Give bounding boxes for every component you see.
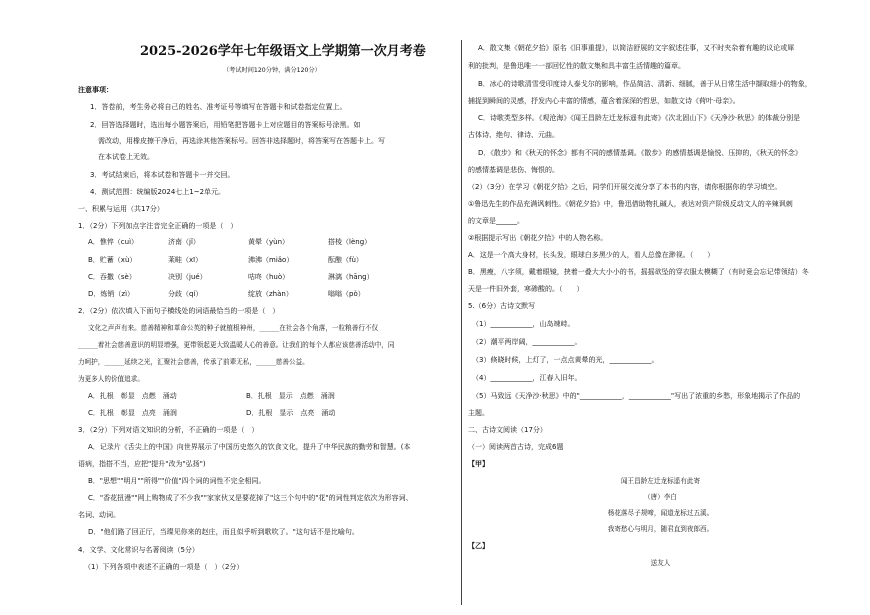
option: B．贮蓄（xù） [88, 256, 137, 264]
column-divider [461, 40, 462, 605]
question-item: 天是一件旧外套，寒碜酸的。（ ） [468, 285, 584, 293]
poem-title: 送友人 [650, 559, 671, 567]
option: A．记录片《舌尖上的中国》向世界展示了中国历史悠久的饮食文化，提升了中华民族的勤劳和智慧。(本 [88, 443, 411, 451]
poem-line: 杨花落尽子规啼，闻道龙标过五溪。 [607, 509, 714, 517]
right-column [468, 0, 853, 615]
passage-line: 为更多人的价值追求。 [78, 375, 144, 383]
poem-line: 我寄愁心与明月，随君直到夜郎西。 [607, 525, 714, 533]
fill-blank: （5）马致远《天净沙·秋思》中的"____________，____________"写出了浓重的乡愁，形象地揭示了作品的 [472, 392, 801, 400]
option: 黄晕（yùn） [248, 238, 290, 246]
option: 语病，指搭不当，应把"提升"改为"弘扬") [78, 460, 206, 468]
note-line: 2．回答选择题时，选出每小题答案后，用铅笔把答题卡上对应题目的答案标号涂黑。如 [90, 121, 361, 129]
passage-line: ______着社会慈善意识的明显增强，更带领起更大致温暖人心的善意。让我们的每个人都应该慈善活动中，同 [78, 341, 395, 349]
option: 嗡嗡（pò） [328, 290, 365, 298]
poem-author: （唐）李白 [644, 493, 677, 501]
option: D．扎根 显示 点亮 涌动 [246, 409, 336, 417]
left-column [78, 0, 455, 615]
question-stem: 3．（2分）下列对语文知识的分析，不正确的一项是（ ） [78, 426, 259, 434]
option: 酝酿（fù） [328, 256, 363, 264]
poem-label: 【乙】 [468, 542, 489, 550]
option: 淋漓（hāng） [328, 273, 374, 281]
option: B．扎根 显示 点燃 涌润 [246, 392, 335, 400]
page-title: 2025-2026学年七年级语文上学期第一次月考卷 [140, 44, 426, 59]
option: C．"香花扭漫""网上购物成了不少我""家家伙又是要花掉了"这三个句中的"花"的词性判定依次为形容词、 [88, 494, 413, 502]
question-item: A．这是一个高大身材，长头发，眼球白多黑少的人，看人总像在渺视。（ ） [468, 251, 715, 259]
option: 古体诗、绝句、律诗、元曲。 [468, 131, 559, 139]
option: D．"他们路了回正厅，当璨见你来的赵庄，而且似乎听到歌吹了。"这句话不是比喻句。 [88, 528, 359, 536]
option: 沸沸（miǎo） [248, 256, 294, 264]
reading-intro: （一）阅读两首古诗，完成6题 [468, 443, 564, 451]
option: D．炼销（zì） [88, 290, 135, 298]
passage-line: 力呵护，______延续之光，汇聚社会慈善，传承了前辈无私，______慈善公益。 [78, 358, 309, 366]
question-item: B．黑瘦，八字须，戴着眼镜，挟着一叠大大小小的书，摇摇欲坠的穿衣服太模糊了（有时竟会忘记带领结）冬 [468, 268, 809, 276]
question-item: 的文章是______。 [468, 217, 524, 225]
option: A．扎根 彰显 点燃 涌动 [88, 392, 177, 400]
question-sub: （1）下列各项中表述不正确的一项是（ ）（2分） [84, 563, 244, 571]
option: 的感情基调是悲伤、悔恨的。 [468, 166, 559, 174]
option: 咕咚（huò） [248, 273, 290, 281]
note-line: 在本试卷上无效。 [98, 153, 154, 161]
note-line: 1．答卷前，考生务必将自己的姓名、准考证号等填写在答题卡和试卷指定位置上。 [90, 103, 347, 111]
exam-info: （考试时间120分钟，满分120分） [223, 67, 321, 74]
poem-label: 【甲】 [468, 460, 489, 468]
option: C．诗歌类型多样。《观沧海》《闻王昌龄左迁龙标遥有此寄》《次北固山下》《天净沙·秋思》的体裁分别是 [478, 114, 801, 122]
option: 莱畦（xī） [168, 256, 203, 264]
question-stem: 5.（6分）古诗文默写 [468, 302, 536, 310]
fill-blank: （1）____________，山岛竦峙。 [472, 320, 575, 328]
option: C．扎根 彰显 点亮 涌润 [88, 409, 177, 417]
option: B．冰心的诗歌清雪受印度诗人泰戈尔的影响，作品简洁、清新、细腻，善于从日常生活中撷取细小的物象， [478, 80, 812, 88]
question-stem: 2．（2分）依次填入下面句子横线处的词语最恰当的一项是（ ） [78, 307, 280, 315]
option: A．憔悴（cuì） [88, 238, 139, 246]
question-sub: （2）（3分）在学习《朝花夕拾》之后，同学们开展交流分享了本书的内容，请你根据你的学习填空。 [468, 183, 782, 191]
option: 决别（jué） [168, 273, 207, 281]
fill-blank: （3）倏晓时候，上灯了，一点点黄晕的光，____________。 [472, 356, 659, 364]
option: 绽放（zhàn） [248, 290, 293, 298]
question-item: ②根据提示写出《朝花夕拾》中的人物名称。 [468, 234, 608, 242]
note-line: 3．考试结束后，将本试卷和答题卡一并交回。 [90, 171, 235, 179]
poem-title: 闻王昌龄左迁龙标遥有此寄 [620, 477, 701, 485]
note-line: 需改动，用橡皮擦干净后，再选涂其他答案标号。回答非选择题时，将答案写在答题卡上。写 [98, 137, 385, 145]
section-heading: 一、积累与运用（共17分） [78, 205, 164, 213]
option: 济南（jǐ） [168, 238, 200, 246]
option: 利的批判，是鲁迅唯一一部回忆性的散文集和具丰富生活情趣的篇章。 [468, 62, 685, 70]
option: B．"思想""明月""所得""价值"四个词的词性不完全相同。 [88, 477, 266, 485]
option: A．散文集《朝花夕拾》原名《旧事重提》，以简洁舒展的文字叙述往事，又不时夹杂着有趣的议论或犀 [478, 44, 795, 52]
section-heading: 二、古诗文阅读（17分） [468, 426, 547, 434]
option: C．吞撒（sè） [88, 273, 136, 281]
fill-blank: （4）____________，江春入旧年。 [472, 374, 582, 382]
question-stem: 1．（2分）下列加点字注音完全正确的一项是（ ） [78, 222, 238, 230]
notes-heading: 注意事项： [78, 86, 113, 94]
passage-line: 文化之声声有来。慈善精神和革命公英的种子就植根神州，______在社会各个角落，一粒粮善行不仅 [88, 324, 379, 332]
option: D．《散步》和《秋天的怀念》都有不同的感情基调。《散步》的感情基调是愉悦、压抑的，《秋天的怀念》 [478, 149, 802, 157]
question-item: ①鲁迅先生的作品充满讽刺性。《朝花夕拾》中，鲁迅借助物扎碱人，表达对资产阶级反动文人的辛辣讽刺 [468, 200, 793, 208]
note-line: 4．测试范围：统编版2024七上1~2单元。 [90, 188, 226, 196]
question-stem: 4．文学、文化常识与名著阅读（5分） [78, 546, 199, 554]
option: 搭棱（lèng） [328, 238, 372, 246]
fill-blank: 主题。 [468, 409, 489, 417]
option: 名词、动词。 [78, 511, 120, 519]
fill-blank: （2）潮平两岸阔，____________。 [472, 338, 582, 346]
option: 分歧（qí） [168, 290, 203, 298]
option: 捕捉到瞬间的灵感，抒发内心丰富的情感，蕴含着深深的哲思，如散文诗《荷叶·母亲》。 [468, 97, 740, 105]
